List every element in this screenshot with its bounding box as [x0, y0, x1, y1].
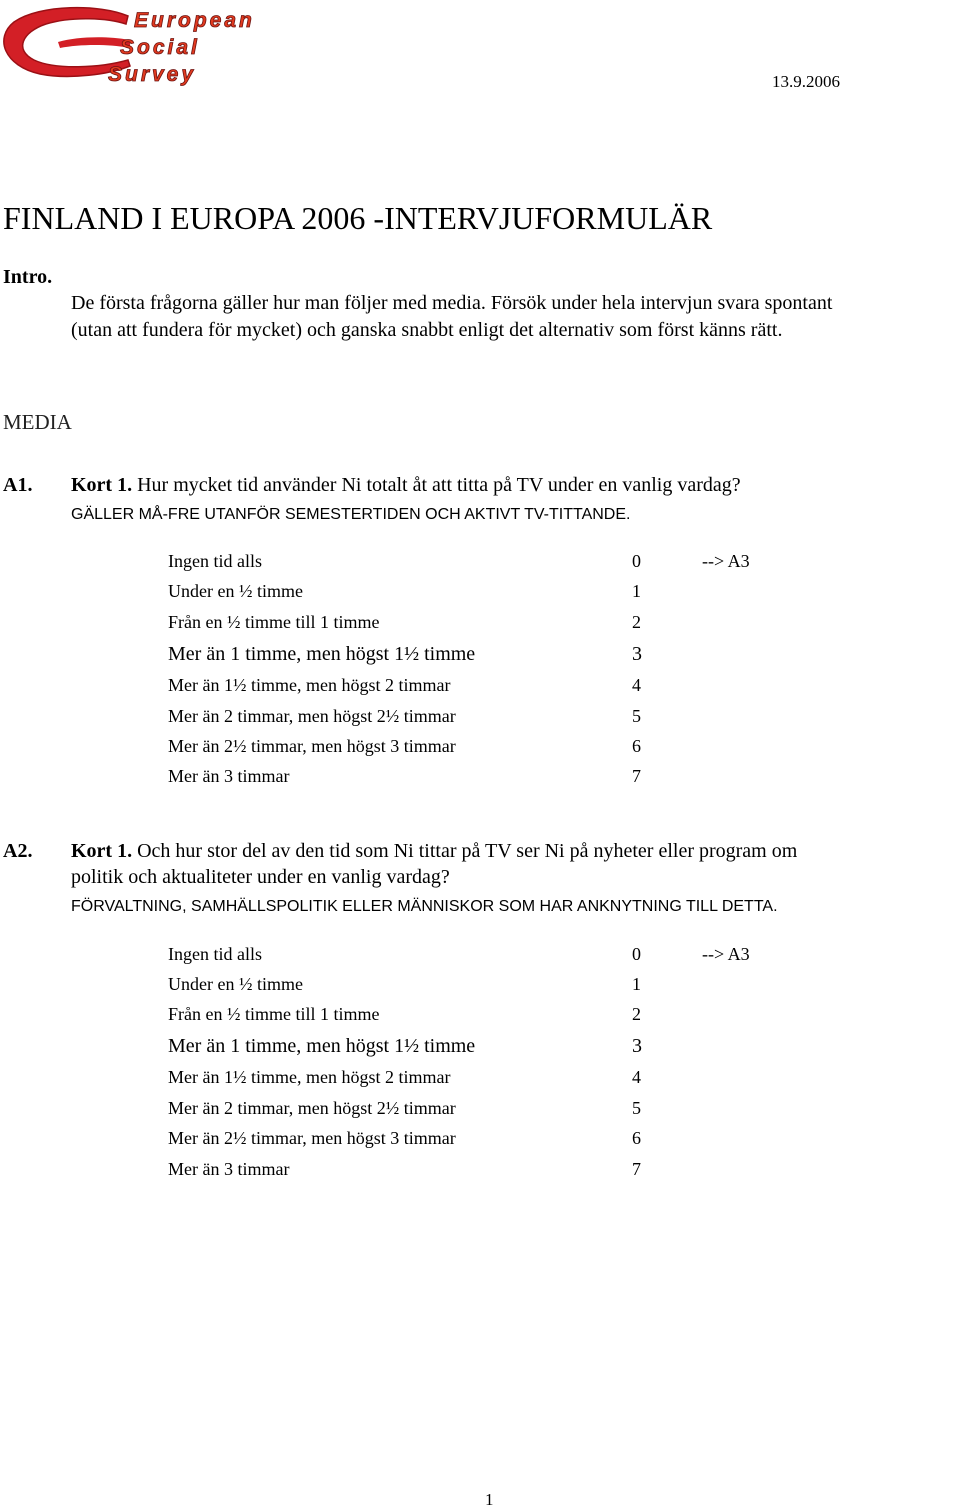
logo-line-1: European — [134, 9, 255, 32]
card-reference: Kort 1. — [71, 840, 133, 862]
option-label: Mer än 2½ timmar, men högst 3 timmar — [168, 1128, 456, 1148]
option-code: 6 — [632, 1128, 641, 1148]
option-code: 0 — [632, 944, 641, 964]
option-code: 4 — [632, 1067, 641, 1087]
option-code: 3 — [632, 1035, 642, 1057]
intro-line-2: (utan att fundera för mycket) och ganska snabbt enligt det alternativ som först känns rätt. — [71, 319, 783, 341]
logo-line-3: Survey — [108, 63, 197, 86]
option-code: 0 — [632, 551, 641, 571]
logo-line-2: Social — [120, 36, 200, 59]
skip-instruction: --> A3 — [702, 944, 750, 964]
option-label: Ingen tid alls — [168, 944, 262, 964]
question-text-a1 — [71, 474, 741, 497]
option-label: Mer än 2½ timmar, men högst 3 timmar — [168, 736, 456, 756]
option-label: Mer än 3 timmar — [168, 766, 290, 786]
option-code: 7 — [632, 766, 641, 786]
option-label: Ingen tid alls — [168, 551, 262, 571]
option-label: Mer än 1 timme, men högst 1½ timme — [168, 643, 476, 665]
interviewer-note-a1: GÄLLER MÅ-FRE UTANFÖR SEMESTERTIDEN OCH AKTIVT TV-TITTANDE. — [71, 506, 631, 523]
question-number-a1: A1. — [3, 474, 33, 496]
document-title: FINLAND I EUROPA 2006 -INTERVJUFORMULÄR — [3, 200, 713, 236]
option-code: 2 — [632, 1004, 641, 1024]
option-label: Mer än 1½ timme, men högst 2 timmar — [168, 675, 451, 695]
card-reference: Kort 1. — [71, 474, 133, 496]
option-label: Under en ½ timme — [168, 581, 303, 601]
intro-label: Intro. — [3, 266, 53, 288]
option-label: Från en ½ timme till 1 timme — [168, 1004, 380, 1024]
option-code: 6 — [632, 736, 641, 756]
document-date: 13.9.2006 — [772, 72, 840, 91]
option-label: Mer än 2 timmar, men högst 2½ timmar — [168, 1098, 456, 1118]
option-code: 5 — [632, 706, 641, 726]
option-code: 1 — [632, 974, 641, 994]
option-label: Mer än 1½ timme, men högst 2 timmar — [168, 1067, 451, 1087]
option-label: Mer än 1 timme, men högst 1½ timme — [168, 1035, 476, 1057]
option-code: 3 — [632, 643, 642, 665]
question-line: Och hur stor del av den tid som Ni tittar på TV ser Ni på nyheter eller program om — [137, 840, 798, 862]
option-label: Mer än 3 timmar — [168, 1159, 290, 1179]
intro-line-1: De första frågorna gäller hur man följer med media. Försök under hela intervjun svara spontant — [71, 292, 833, 314]
option-label: Mer än 2 timmar, men högst 2½ timmar — [168, 706, 456, 726]
skip-instruction: --> A3 — [702, 551, 750, 571]
question-number-a2: A2. — [3, 840, 33, 862]
question-line: politik och aktualiteter under en vanlig vardag? — [71, 866, 450, 888]
option-code: 2 — [632, 612, 641, 632]
option-code: 1 — [632, 581, 641, 601]
question-text-a2 — [71, 840, 797, 863]
page-number: 1 — [485, 1490, 494, 1509]
option-code: 4 — [632, 675, 641, 695]
question-line: Hur mycket tid använder Ni totalt åt att titta på TV under en vanlig vardag? — [137, 474, 741, 496]
option-label: Från en ½ timme till 1 timme — [168, 612, 380, 632]
option-code: 5 — [632, 1098, 641, 1118]
option-label: Under en ½ timme — [168, 974, 303, 994]
option-code: 7 — [632, 1159, 641, 1179]
section-heading: MEDIA — [3, 410, 72, 434]
interviewer-note-a2: FÖRVALTNING, SAMHÄLLSPOLITIK ELLER MÄNNISKOR SOM HAR ANKNYTNING TILL DETTA. — [71, 898, 778, 915]
european-social-survey-logo — [0, 0, 290, 95]
